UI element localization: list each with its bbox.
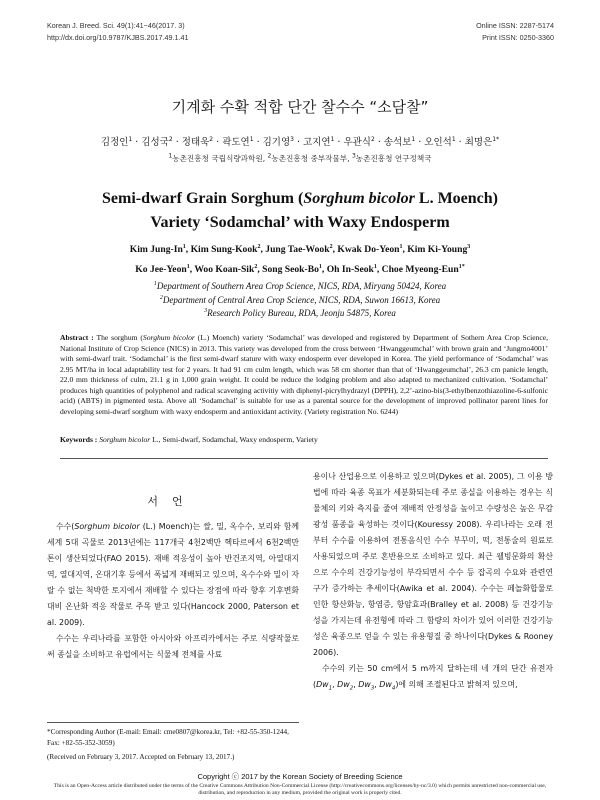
author-name: Woo Koan-Sik bbox=[194, 264, 255, 275]
author-name: Jung Tae-Wook bbox=[265, 244, 330, 255]
author-name: 김성국 bbox=[141, 137, 169, 148]
english-authors-line1: Kim Jung-In$^1$, Kim Sung-Kook$^2$, Jung Tae-Wook$^2$, Kwak Do-Yeon$^1$, Kim Ki-Young$^3$ bbox=[129, 243, 471, 255]
online-issn: Online ISSN: 2287-5174 bbox=[476, 21, 554, 30]
open-access-notice: This is an Open-Access article distributed under the terms of the Creative Commons Attribution Non-Commercial License (http://creativecommons.org/licenses/by-nc/3.0) which permits unrestricted non-commercial use, distribution, and reproduction in any medium, provided the original work is properly cited. bbox=[53, 783, 547, 796]
english-title-line2: Variety ‘Sodamchal’ with Waxy Endosperm bbox=[150, 214, 450, 231]
author-affiliation-mark: 2 bbox=[257, 243, 261, 250]
intro-right-column bbox=[313, 469, 553, 697]
author-affiliation-mark: 1 bbox=[249, 135, 254, 143]
author-name: 송석보 bbox=[383, 137, 412, 148]
author-affiliation-mark: 3 bbox=[467, 243, 471, 250]
issn-header bbox=[476, 20, 554, 44]
english-title-line1: Semi-dwarf Grain Sorghum (Sorghum bicolor L. Moench) bbox=[101, 190, 499, 207]
section-title-introduction: 서언 bbox=[147, 495, 197, 508]
author-name: Ko Jee-Yeon bbox=[135, 264, 187, 275]
journal-header bbox=[47, 20, 188, 44]
author-affiliation-mark: 2 bbox=[209, 135, 214, 143]
intro-left-column bbox=[47, 519, 299, 663]
author-name: Kim Jung-In bbox=[129, 244, 183, 255]
keywords-divider bbox=[60, 458, 548, 459]
gene-symbol: $Dw_4$ bbox=[379, 680, 396, 692]
received-date: (Received on February 3, 2017. Accepted on February 13, 2017.) bbox=[47, 753, 235, 761]
author-name: Kim Sung-Kook bbox=[190, 244, 258, 255]
gene-symbol: $Dw_2$ bbox=[337, 680, 354, 692]
author-affiliation-mark: 1 bbox=[330, 135, 335, 143]
intro-paragraph-2: 수수는 우리나라를 포함한 아시아와 아프리카에서는 주로 식량작물로써 종실을 소비하고 유럽에서는 식물체 전체를 사료 bbox=[47, 634, 299, 659]
author-affiliation-mark: 2 bbox=[370, 135, 375, 143]
author-name: 곽도연 bbox=[222, 137, 250, 148]
english-title bbox=[0, 187, 600, 235]
affiliation-text: 농촌진흥청 중부작물부, bbox=[271, 154, 352, 163]
intro-paragraph-1: 수수(Sorghum bicolor (L.) Moench)는 쌀, 밀, 옥수수, 보리와 함께 세계 5대 곡물로 2013년에는 117개국 4천2백만 헥타르에서 6천2백만톤이 생산되었다(FAO 2015). 재배 적응성이 높아 반건조지역, 아열대지역, 열대지역, 온대기후 등에서 폭넓게 재배되고 있으며, 옥수수와 밀이 자랄 수 없는 척박한 토지에서 재배할 수 있다는 장점에 따라 향후 기후변화 대비 온난화 적응 작물로 주목 받고 있다(Hancock 2000, Paterson et al. 2009). bbox=[47, 522, 299, 627]
corresponding-author: *Corresponding Author (E-mail: Email: cme0807@korea.kr, Tel: +82-55-350-1244, Fax: +82-55-352-3059) bbox=[47, 728, 289, 747]
author-affiliation-mark: 1* bbox=[492, 135, 500, 143]
author-affiliation-mark: 1 bbox=[411, 135, 416, 143]
affiliation-text: 농촌진흥청 연구정책국 bbox=[355, 154, 432, 163]
affiliation-line: $^2$Department of Central Area Crop Science, NICS, RDA, Suwon 16613, Korea bbox=[159, 294, 441, 305]
author-name: Song Seok-Bo bbox=[262, 264, 319, 275]
author-name: Oh In-Seok bbox=[326, 264, 374, 275]
author-name: 최명은 bbox=[464, 137, 493, 148]
korean-authors: 김정인$^1$ · 김성국$^2$ · 정태욱$^2$ · 곽도연$^1$ · 김기영$^3$ · 고지연$^1$ · 우관식$^2$ · 송석보$^1$ · 오인석$^1$ · 최명은$^{1*}$ bbox=[100, 135, 500, 148]
author-affiliation-mark: 2 bbox=[168, 135, 173, 143]
copyright: Copyright ⓒ 2017 by the Korean Society of Breeding Science bbox=[197, 772, 403, 781]
english-authors-line2: Ko Jee-Yeon$^1$, Woo Koan-Sik$^2$, Song Seok-Bo$^1$, Oh In-Seok$^1$, Choe Myeong-Eun$^{1*}$ bbox=[135, 263, 465, 275]
author-affiliation-mark: 1 bbox=[128, 135, 133, 143]
author-affiliation-mark: 3 bbox=[290, 135, 294, 143]
korean-title: 기계화 수확 적합 단간 찰수수 “소담찰” bbox=[171, 98, 429, 116]
intro-paragraph-3: 수수의 키는 50 cm에서 5 m까지 달하는데 네 개의 단간 유전자($Dw_1$, $Dw_2$, $Dw_3$, $Dw_4$)에 의해 조절된다고 밝혀져 있으며, bbox=[313, 664, 553, 692]
author-name: Kwak Do-Yeon bbox=[337, 244, 400, 255]
author-name: Kim Ki-Young bbox=[407, 244, 468, 255]
author-affiliation-mark: 2 bbox=[329, 243, 333, 250]
author-affiliation-mark: 1 bbox=[186, 263, 190, 270]
affiliation-text: 농촌진흥청 국립식량과학원, bbox=[172, 154, 268, 163]
author-affiliation-mark: 1 bbox=[373, 263, 377, 270]
gene-symbol: $Dw_1$ bbox=[316, 680, 333, 692]
journal-citation: Korean J. Breed. Sci. 49(1):41~46(2017. 3) bbox=[47, 21, 185, 30]
dwarf-genes: $Dw_1$, $Dw_2$, $Dw_3$, $Dw_4$ bbox=[316, 680, 396, 692]
affiliation-line: $^1$Department of Southern Area Crop Science, NICS, RDA, Miryang 50424, Korea bbox=[153, 281, 447, 291]
author-affiliation-mark: 1 bbox=[182, 243, 186, 250]
affiliation-mark: 2 bbox=[267, 152, 272, 160]
gene-symbol: $Dw_3$ bbox=[358, 680, 375, 692]
affiliation-line: $^3$Research Policy Bureau, RDA, Jeonju 54875, Korea bbox=[204, 308, 396, 318]
author-affiliation-mark: 2 bbox=[254, 263, 258, 270]
author-name: 김기영 bbox=[262, 137, 291, 148]
print-issn: Print ISSN: 0250-3360 bbox=[482, 33, 554, 42]
author-name: Choe Myeong-Eun bbox=[381, 264, 459, 275]
footnote-divider bbox=[47, 722, 299, 723]
author-affiliation-mark: 1 bbox=[451, 135, 456, 143]
author-affiliation-mark: 1 bbox=[318, 263, 322, 270]
keywords: Keywords : Sorghum bicolor L., Semi-dwarf, Sodamchal, Waxy endosperm, Variety bbox=[60, 435, 318, 444]
author-name: 정태욱 bbox=[181, 137, 210, 148]
author-affiliation-mark: 1* bbox=[458, 263, 465, 270]
author-name: 김정인 bbox=[100, 137, 129, 148]
doi-link[interactable]: http://dx.doi.org/10.9787/KJBS.2017.49.1.41 bbox=[47, 33, 189, 42]
abstract: Abstract : The sorghum (Sorghum bicolor (L.) Moench) variety ‘Sodamchal’ was developed and registered by Department of Sothern Area Crop Science, National Institute of Crop Science (NICS) in 2013. This variety was developed from the cross between ‘Hwanggeumchal’ with brown grain and ‘Jungmo4001’ with semi-dwarf trait. ‘Sodamchal’ is the first semi-dwarf stature with waxy endosperm ever developed in Korea. The yield performance of ‘Sodamchal’ was 2.95 MT/ha in local adaptability test for 2 years. It had 91 cm culm length, which was 58 cm shorter than that of ‘Hwanggeumchal’, 26.3 cm panicle length, 22.0 mm thickness of culm, 21.1 g in 1,000 grain weight. It could be reduce the lodging problem and also adapted to mechanized cultivation. ‘Sodamchal’ produces high quantities of polyphenol and radical scavenging activitiy with diphenyl-picrylhydrazyl (DPPH), 2,2’-azino-bis(3-ethylbenzothiazoline-6-sulfonic acid) (ABTS) in pigmented testa. Above all ‘Sodamchal’ is suitable for use as a parental source for the development of improved pollinator parent lines for developing semi-dwarf sorghum with waxy endosperm and antioxidant activity. (Variety registration No. 6244) bbox=[60, 333, 549, 416]
english-authors bbox=[0, 240, 600, 280]
author-name: 고지연 bbox=[303, 137, 331, 148]
affiliation-mark: 1 bbox=[168, 152, 173, 160]
author-name: 우관식 bbox=[343, 137, 371, 148]
english-affiliations bbox=[0, 280, 600, 321]
korean-affiliations bbox=[0, 153, 600, 164]
intro-paragraph-2-cont: 용이나 산업용으로 이용하고 있으며(Dykes et al. 2005), 그 이용 방법에 따라 육종 목표가 세분화되는데 주로 종실을 이용하는 경우는 식물체의 키와 측지를 줄여 재배적 안정성을 높이고 수량성은 높은 무감광성 품종을 육성하는 것이다(Kouressy 2008). 우리나라는 오래 전부터 수수를 이용하여 전통음식인 수수 부꾸미, 떡, 전통술의 원료로 사용되었으며 주로 혼반용으로 소비하고 있다. 최근 웰빙문화의 확산으로 수수의 건강기능성이 부각되면서 수수 등 잡곡의 수요와 관련연구가 증가하는 추세이다(Awika et al. 2004). 수수는 페놀화합물로 인한 항산화능, 항염증, 항암효과(Bralley et al. 2008) 등 건강기능성을 가지는데 유전형에 따라 그 함량의 차이가 있어 이러한 건강기능성은 육종으로 얻을 수 있는 유용형질 중 하나이다(Dykes & Rooney 2006). bbox=[313, 472, 553, 657]
author-name: 오인석 bbox=[424, 137, 452, 148]
footnote bbox=[47, 727, 299, 767]
author-affiliation-mark: 1 bbox=[399, 243, 403, 250]
affiliation-mark: 3 bbox=[351, 152, 356, 160]
